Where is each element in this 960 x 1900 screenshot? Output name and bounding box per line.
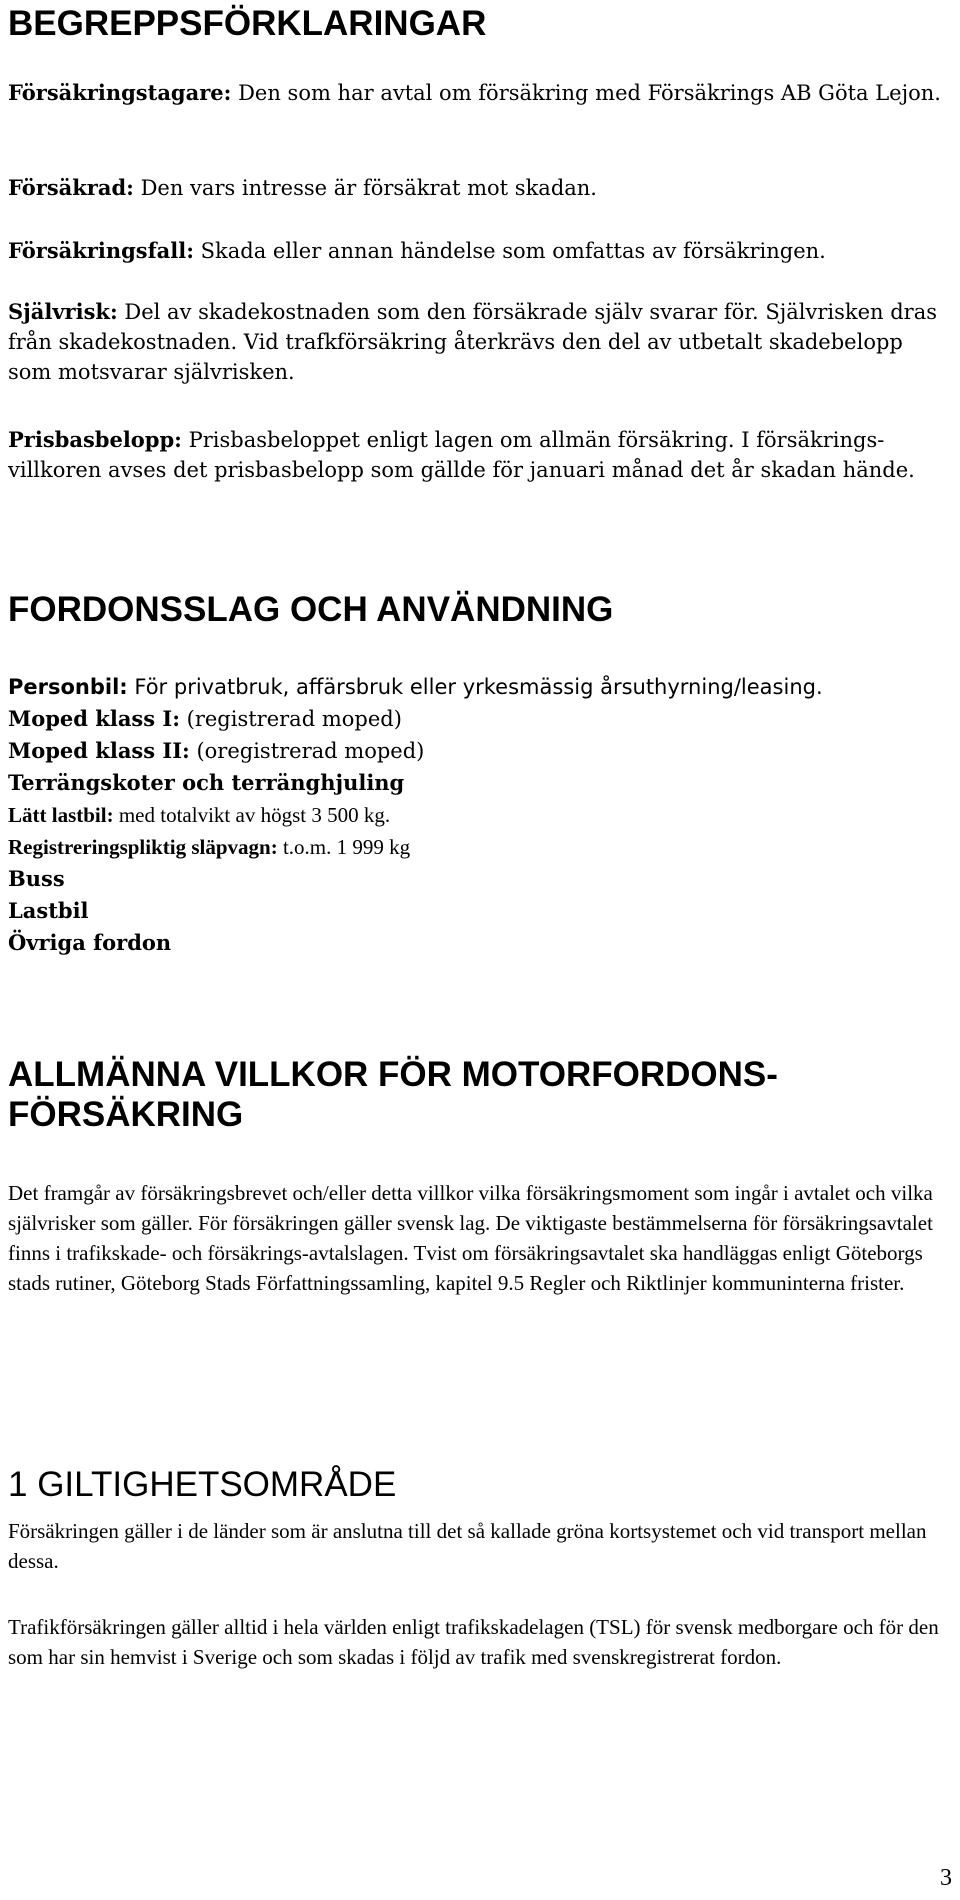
vehicle-item: Lätt lastbil: med totalvikt av högst 3 500 kg. [8, 803, 391, 827]
definition-deductible [8, 297, 948, 387]
definition-text: Skada eller annan händelse som omfattas av försäkringen. [193, 239, 826, 263]
definition-insurance-event [8, 236, 948, 266]
definition-term: Försäkringstagare: [8, 80, 232, 105]
general-terms-text: Det framgår av försäkringsbrevet och/eller detta villkor vilka försäkringsmoment som ingår i avtalet och vilka självrisker som gäller. För försäkringen gäller svensk lag. De viktigaste bestämmelserna för försäkringsavtalet finns i trafikskade- och försäkrings-avtalslagen. Tvist om försäkringsavtalet ska handläggas enligt Göteborgs stads rutiner, Göteborg Stads Författningssamling, kapitel 9.5 Regler och Riktlinjer kommuninterna frister. [8, 1181, 933, 1295]
scope-paragraph-1: Försäkringen gäller i de länder som är anslutna till det så kallade gröna kortsystemet och vid transport mellan dessa. [8, 1519, 927, 1573]
scope-paragraph-2: Trafikförsäkringen gäller alltid i hela världen enligt trafikskadelagen (TSL) för svensk medborgare och för den som har sin hemvist i Sverige och som skadas i följd av trafik med svenskregistrerat fordon. [8, 1615, 939, 1669]
definition-term: Prisbasbelopp: [8, 427, 182, 452]
definition-text: Den som har avtal om försäkring med Försäkrings AB Göta Lejon. [231, 81, 941, 105]
vehicle-item: Övriga fordon [8, 930, 172, 955]
vehicle-item: Personbil: För privatbruk, affärsbruk eller yrkesmässig årsuthyrning/leasing. [8, 675, 823, 699]
definition-term: Självrisk: [8, 299, 118, 324]
vehicle-item: Moped klass I: (registrerad moped) [8, 706, 402, 731]
heading-vehicles: FORDONSSLAG OCH ANVÄNDNING [8, 590, 614, 629]
vehicle-item: Moped klass II: (oregistrerad moped) [8, 738, 425, 763]
definition-text: Prisbasbeloppet enligt lagen om allmän försäkring. I försäkrings-villkoren avses det prisbasbelopp som gällde för januari månad det år skadan hände. [8, 428, 915, 482]
heading-scope: 1 GILTIGHETSOMRÅDE [8, 1465, 397, 1504]
definition-term: Försäkrad: [8, 175, 134, 200]
heading-definitions: BEGREPPSFÖRKLARINGAR [8, 4, 487, 43]
definition-policyholder [8, 78, 948, 108]
definition-text: Den vars intresse är försäkrat mot skadan. [133, 176, 597, 200]
definition-term: Försäkringsfall: [8, 238, 194, 263]
vehicle-item: Registreringspliktig släpvagn: t.o.m. 1 999 kg [8, 835, 411, 859]
heading-general-terms: ALLMÄNNA VILLKOR FÖR MOTORFORDONS- FÖRSÄKRING [8, 1055, 778, 1134]
vehicle-item: Buss [8, 866, 65, 891]
vehicle-item: Lastbil [8, 898, 89, 923]
definition-price-base-amount [8, 425, 948, 485]
page-number: 3 [940, 1865, 952, 1891]
definition-insured [8, 173, 948, 203]
definition-text: Del av skadekostnaden som den försäkrade själv svarar för. Självrisken dras från skadekostnaden. Vid trafkförsäkring återkrävs den del av utbetalt skadebelopp som motsvarar självrisken. [8, 300, 938, 384]
vehicle-item: Terrängskoter och terränghjuling [8, 770, 405, 795]
